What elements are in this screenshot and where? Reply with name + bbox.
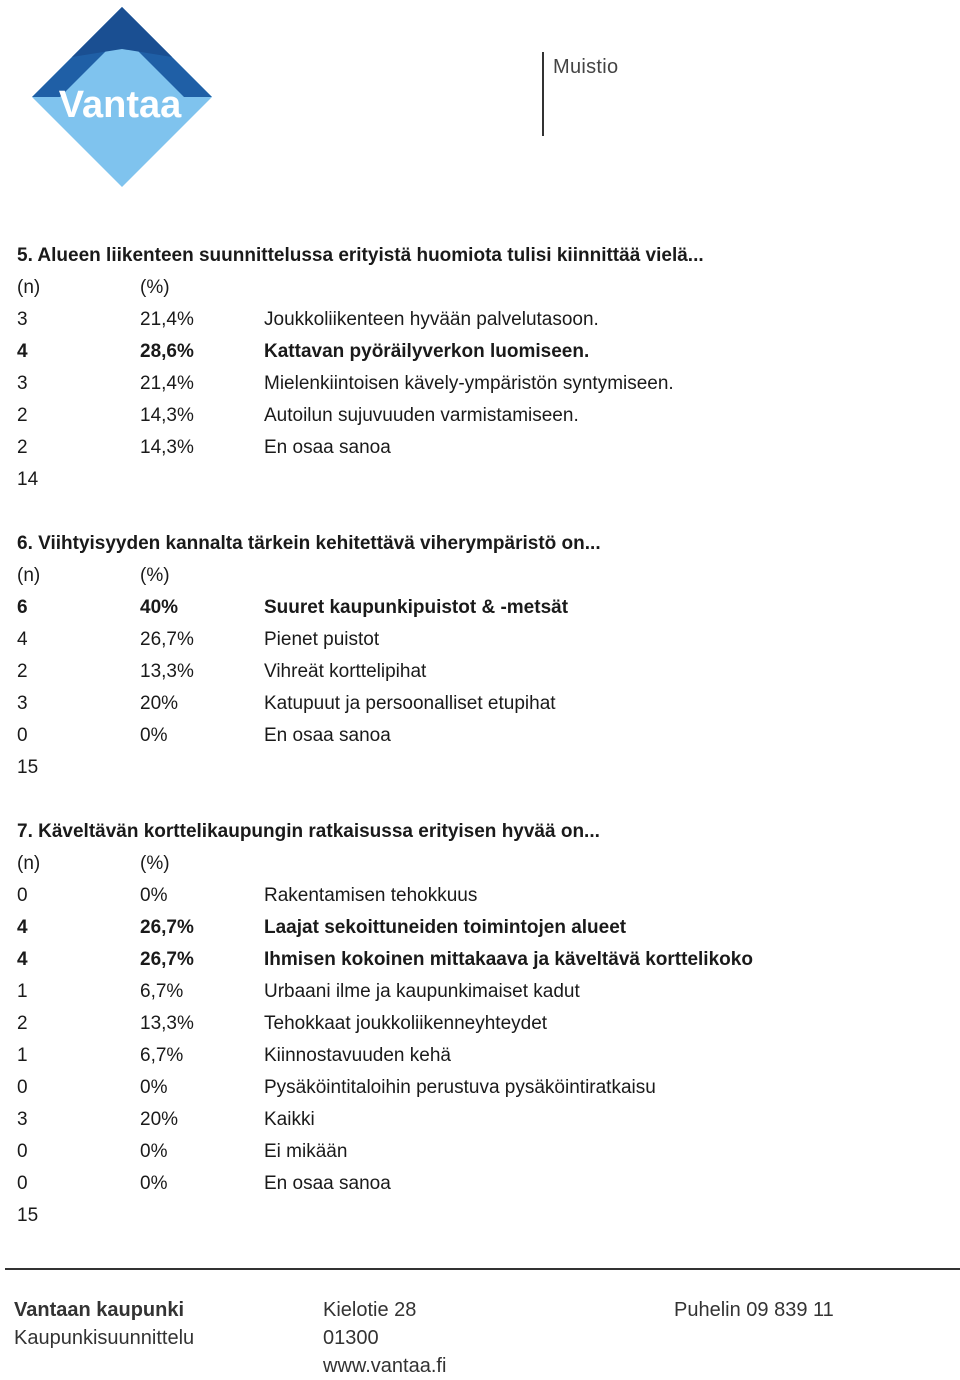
answer-text: Ihmisen kokoinen mittakaava ja käveltävä korttelikoko [264, 949, 753, 970]
answer-text: Suuret kaupunkipuistot & -metsät [264, 597, 569, 618]
footer-street: Kielotie 28 [323, 1299, 417, 1321]
answer-count: 0 [17, 885, 28, 906]
answer-text: Pysäköintitaloihin perustuva pysäköintiratkaisu [264, 1077, 656, 1098]
answer-percent: 0% [140, 725, 168, 746]
footer-address [323, 1296, 446, 1380]
answer-row [17, 1008, 947, 1040]
answer-text: Autoilun sujuvuuden varmistamiseen. [264, 405, 579, 426]
logo-wordmark: Vantaa [58, 84, 182, 126]
question-title: 5. Alueen liikenteen suunnittelussa erityistä huomiota tulisi kiinnittää vielä... [17, 245, 704, 266]
document-type: Muistio [553, 56, 619, 78]
footer-postal-code: 01300 [323, 1327, 379, 1349]
answer-text: Pienet puistot [264, 629, 380, 650]
answer-percent: 26,7% [140, 949, 194, 970]
answer-row [17, 432, 947, 464]
answer-row [17, 336, 947, 368]
footer-contact [674, 1296, 834, 1324]
vantaa-logo [22, 5, 212, 190]
answer-row [17, 400, 947, 432]
answer-percent: 26,7% [140, 917, 194, 938]
total-row [17, 464, 947, 496]
answer-percent: 0% [140, 1077, 168, 1098]
answer-percent: 26,7% [140, 629, 194, 650]
question-5-section [17, 240, 947, 496]
answer-count: 3 [17, 373, 28, 394]
answer-count: 3 [17, 693, 28, 714]
total-count: 14 [17, 469, 39, 490]
total-row [17, 752, 947, 784]
answer-count: 4 [17, 917, 28, 938]
answer-row [17, 1072, 947, 1104]
answer-count: 0 [17, 1141, 28, 1162]
answer-count: 2 [17, 661, 28, 682]
answer-text: Joukkoliikenteen hyvään palvelutasoon. [264, 309, 599, 330]
answer-text: Ei mikään [264, 1141, 348, 1162]
answer-row [17, 368, 947, 400]
footer-divider [5, 1268, 960, 1270]
answer-row [17, 944, 947, 976]
footer-department: Kaupunkisuunnittelu [14, 1327, 195, 1349]
answer-count: 4 [17, 341, 28, 362]
answer-percent: 21,4% [140, 373, 194, 394]
answer-row [17, 624, 947, 656]
column-n: (n) [17, 277, 41, 298]
footer-website-link[interactable]: www.vantaa.fi [323, 1355, 447, 1377]
footer-organization [14, 1296, 194, 1352]
answer-percent: 0% [140, 1173, 168, 1194]
answer-percent: 6,7% [140, 1045, 184, 1066]
answer-percent: 6,7% [140, 981, 184, 1002]
answer-row [17, 976, 947, 1008]
answer-count: 0 [17, 725, 28, 746]
answer-row [17, 880, 947, 912]
answer-text: Mielenkiintoisen kävely-ympäristön syntymiseen. [264, 373, 674, 394]
answer-text: Tehokkaat joukkoliikenneyhteydet [264, 1013, 548, 1034]
footer-org-name: Vantaan kaupunki [14, 1299, 185, 1321]
answer-row [17, 1040, 947, 1072]
footer-phone: Puhelin 09 839 11 [674, 1299, 834, 1321]
answer-text: Kattavan pyöräilyverkon luomiseen. [264, 341, 590, 362]
answer-text: Katupuut ja persoonalliset etupihat [264, 693, 556, 714]
answer-percent: 21,4% [140, 309, 194, 330]
answer-count: 3 [17, 309, 28, 330]
answer-row [17, 1136, 947, 1168]
answer-count: 0 [17, 1077, 28, 1098]
answer-text: En osaa sanoa [264, 725, 391, 746]
column-header-row [17, 272, 947, 304]
answer-percent: 14,3% [140, 405, 194, 426]
answer-percent: 40% [140, 597, 179, 618]
answer-count: 6 [17, 597, 28, 618]
column-pct: (%) [140, 853, 170, 874]
answer-row [17, 720, 947, 752]
answer-text: En osaa sanoa [264, 1173, 391, 1194]
answer-row [17, 592, 947, 624]
column-header-row [17, 848, 947, 880]
answer-count: 1 [17, 1045, 28, 1066]
answer-text: Rakentamisen tehokkuus [264, 885, 478, 906]
answer-text: Vihreät korttelipihat [264, 661, 427, 682]
answer-text: Kaikki [264, 1109, 315, 1130]
column-n: (n) [17, 565, 41, 586]
answer-percent: 20% [140, 1109, 179, 1130]
answer-percent: 28,6% [140, 341, 194, 362]
answer-row [17, 1168, 947, 1200]
answer-row [17, 304, 947, 336]
total-row [17, 1200, 947, 1232]
answer-count: 3 [17, 1109, 28, 1130]
answer-row [17, 1104, 947, 1136]
answer-text: Urbaani ilme ja kaupunkimaiset kadut [264, 981, 580, 1002]
question-title: 7. Käveltävän korttelikaupungin ratkaisussa erityisen hyvää on... [17, 821, 600, 842]
answer-row [17, 688, 947, 720]
column-header-row [17, 560, 947, 592]
answer-count: 2 [17, 1013, 28, 1034]
answer-count: 1 [17, 981, 28, 1002]
answer-text: Laajat sekoittuneiden toimintojen alueet [264, 917, 627, 938]
answer-percent: 0% [140, 885, 168, 906]
answer-row [17, 656, 947, 688]
question-title: 6. Viihtyisyyden kannalta tärkein kehitettävä viherympäristö on... [17, 533, 601, 554]
question-7-section [17, 816, 947, 1232]
answer-percent: 14,3% [140, 437, 194, 458]
total-count: 15 [17, 757, 39, 778]
answer-count: 2 [17, 405, 28, 426]
column-pct: (%) [140, 565, 170, 586]
column-n: (n) [17, 853, 41, 874]
column-pct: (%) [140, 277, 170, 298]
answer-count: 0 [17, 1173, 28, 1194]
answer-percent: 20% [140, 693, 179, 714]
total-count: 15 [17, 1205, 39, 1226]
answer-text: En osaa sanoa [264, 437, 391, 458]
header-divider [542, 52, 544, 136]
answer-percent: 13,3% [140, 661, 194, 682]
survey-results [17, 240, 947, 1264]
answer-text: Kiinnostavuuden kehä [264, 1045, 451, 1066]
answer-count: 2 [17, 437, 28, 458]
answer-count: 4 [17, 629, 28, 650]
answer-row [17, 912, 947, 944]
question-6-section [17, 528, 947, 784]
answer-percent: 0% [140, 1141, 168, 1162]
answer-percent: 13,3% [140, 1013, 194, 1034]
answer-count: 4 [17, 949, 28, 970]
